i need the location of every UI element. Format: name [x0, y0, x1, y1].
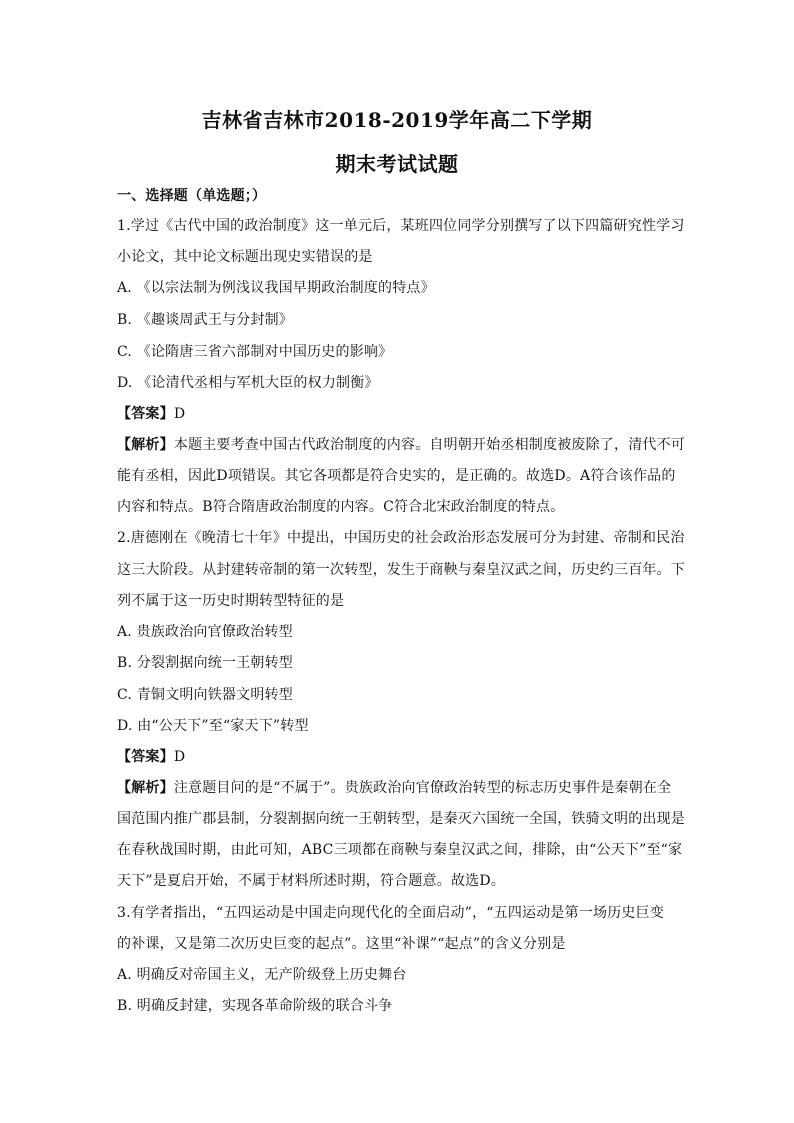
question-3-stem-line-1: 3.有学者指出，“五四运动是中国走向现代化的全面启动”，“五四运动是第一场历史巨变 — [117, 905, 665, 921]
question-1-stem-line-1: 1.学过《古代中国的政治制度》这一单元后，某班四位同学分别撰写了以下四篇研究性学习 — [117, 218, 685, 234]
question-2-option-d: D. 由“公天下”至“家天下”转型 — [117, 718, 309, 734]
document-title-line-2: 期末考试试题 — [335, 152, 459, 176]
question-1-analysis-line-2: 能有丞相，因此D项错误。其它各项都是符合史实的，是正确的。故选D。A符合该作品的 — [117, 468, 676, 484]
answer-value: D — [173, 406, 186, 422]
question-2-answer — [117, 747, 185, 767]
section-heading: 一、选择题（单选题；） — [117, 188, 267, 204]
question-3-option-b: B. 明确反封建，实现各革命阶级的联合斗争 — [117, 998, 393, 1014]
question-1-option-d: D. 《论清代丞相与军机大臣的权力制衡》 — [117, 375, 379, 391]
question-2-analysis-line-1 — [117, 778, 671, 798]
analysis-text: 本题主要考查中国古代政治制度的内容。自明朝开始丞相制度被废除了，清代不可 — [173, 437, 686, 453]
analysis-label: 【解析】 — [117, 437, 174, 453]
question-2-stem-line-3: 列不属于这一历史时期转型特征的是 — [117, 593, 345, 609]
answer-value: D — [173, 749, 186, 765]
question-2-option-a: A. 贵族政治向官僚政治转型 — [117, 624, 293, 640]
analysis-text: 注意题目问的是“不属于”。贵族政治向官僚政治转型的标志历史事件是秦朝在全 — [173, 780, 672, 796]
question-1-option-c: C. 《论隋唐三省六部制对中国历史的影响》 — [117, 344, 393, 360]
question-1-answer — [117, 404, 185, 424]
question-2-analysis-line-2: 国范围内推广郡县制，分裂割据向统一王朝转型，是秦灭六国统一全国，铁骑文明的出现是 — [117, 811, 685, 827]
answer-label: 【答案】 — [117, 749, 174, 765]
question-2-option-c: C. 青铜文明向铁器文明转型 — [117, 687, 293, 703]
question-1-analysis-line-3: 内容和特点。B符合隋唐政治制度的内容。C符合北宋政治制度的特点。 — [117, 499, 565, 515]
question-2-stem-line-2: 这三大阶段。从封建转帝制的第一次转型，发生于商鞅与秦皇汉武之间，历史约三百年。下 — [117, 562, 685, 578]
question-3-stem-line-2: 的补课，又是第二次历史巨变的起点”。这里“补课”“起点”的含义分别是 — [117, 936, 566, 952]
question-2-stem-line-1: 2.唐德刚在《晚清七十年》中提出，中国历史的社会政治形态发展可分为封建、帝制和民治 — [117, 530, 685, 546]
question-2-analysis-line-4: 天下”是夏启开始，不属于材料所述时期，符合题意。故选D。 — [117, 873, 505, 889]
question-3-option-a: A. 明确反对帝国主义，无产阶级登上历史舞台 — [117, 967, 407, 983]
question-1-stem-line-2: 小论文，其中论文标题出现史实错误的是 — [117, 249, 373, 265]
question-1-analysis-line-1 — [117, 435, 685, 455]
document-title-line-1: 吉林省吉林市2018-2019学年高二下学期 — [201, 108, 593, 132]
answer-label: 【答案】 — [117, 406, 174, 422]
question-2-option-b: B. 分裂割据向统一王朝转型 — [117, 655, 293, 671]
question-1-option-a: A. 《以宗法制为例浅议我国早期政治制度的特点》 — [117, 280, 435, 296]
question-1-option-b: B. 《趣谈周武王与分封制》 — [117, 312, 293, 328]
question-2-analysis-line-3: 在春秋战国时期，由此可知，ABC三项都在商鞅与秦皇汉武之间，排除，由“公天下”至“家 — [117, 842, 683, 858]
analysis-label: 【解析】 — [117, 780, 174, 796]
